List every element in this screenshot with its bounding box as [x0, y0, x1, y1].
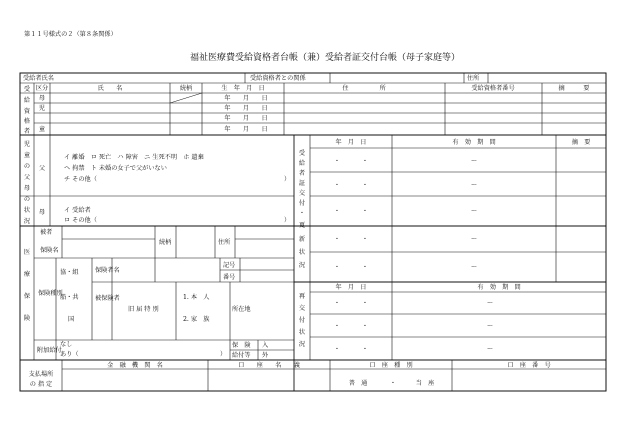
insured-suffix-label: 保険名 — [40, 247, 59, 254]
father-line-1: イ 離婚 ロ 死亡 ハ 障害 ニ 生死不明 ホ 遺棄 — [64, 154, 204, 161]
bank-label-line-1: 支払場所 — [28, 371, 54, 378]
grant-side-6: 付 — [298, 200, 306, 207]
grant-side-7: ・ — [298, 210, 306, 217]
out-label: 外 — [262, 352, 269, 359]
father-line-3: チ その他（ — [64, 176, 97, 183]
grant-side-11: 況 — [298, 262, 306, 269]
grant-side-1: 受 — [298, 150, 306, 157]
grant-side-8: 更 — [298, 222, 306, 229]
grant-side-2: 給 — [298, 160, 306, 167]
kyokai-label: 協・組 — [60, 269, 79, 276]
form-title: 福祉医療費受給資格者台帳（兼）受給者証交付台帳（母子家庭等） — [189, 53, 461, 63]
kuni-label: 国 — [68, 316, 75, 323]
fuka-label: 附加給付 — [37, 347, 62, 354]
birth-row-2: 年 月 日 — [224, 105, 268, 112]
reissue-row3-dot2: ・ — [361, 346, 369, 353]
ins-address-label: 住所 — [218, 239, 231, 246]
birth-row-4: 年 月 日 — [224, 126, 268, 133]
applicant-name-label: 受給者氏名 — [23, 75, 54, 82]
kigo-label: 記号 — [223, 262, 236, 269]
father-close-paren: ） — [284, 176, 291, 183]
grant-row4-dot1: ・ — [333, 236, 341, 243]
insured-label: 被者 — [40, 229, 53, 236]
account-name-header: 口 座 名 義 — [238, 362, 300, 369]
reissue-row2-tilde: ～ — [486, 323, 494, 330]
bank-label-line-2: の 指 定 — [29, 381, 53, 388]
account-type-dot: ・ — [389, 380, 397, 387]
parent-side-5: 母 — [23, 185, 31, 192]
name-header: 氏 名 — [97, 85, 123, 92]
table-lines — [20, 73, 606, 391]
reissue-date-header: 年 月 日 — [335, 284, 367, 291]
address-header: 住 所 — [342, 85, 386, 92]
grant-row1-tilde: ～ — [470, 158, 478, 165]
parent-side-6: の — [23, 196, 31, 203]
mother-line-2: ロ その他（ — [64, 217, 97, 224]
honnin-label: 1. 本 人 — [183, 294, 210, 301]
futsu-label: 普 通 — [348, 380, 368, 387]
in-label: 入 — [262, 342, 269, 349]
insurance-side-1: 医 — [23, 249, 31, 256]
grant-row4-tilde: ～ — [470, 236, 478, 243]
kazoku-label: 2. 家 族 — [183, 316, 210, 323]
reissue-row1-dot1: ・ — [333, 300, 341, 307]
grant-date-header: 年 月 日 — [335, 139, 367, 146]
insurance-side-2: 療 — [23, 271, 31, 278]
grant-row5-dot2: ・ — [361, 264, 369, 271]
father-label: 父 — [38, 165, 46, 172]
grant-row3-dot1: ・ — [333, 208, 341, 215]
nashi-label: なし — [60, 341, 73, 348]
grant-remarks-header: 摘 要 — [571, 139, 591, 146]
parent-side-3: の — [23, 163, 31, 170]
grant-row5-tilde: ～ — [470, 264, 478, 271]
ari-label: あり（ — [60, 351, 79, 358]
remarks-header: 摘 要 — [558, 85, 590, 92]
reissue-side-4: 状 — [298, 329, 306, 336]
account-number-header: 口 座 番 号 — [507, 362, 551, 369]
reissue-period-header: 有 効 期 間 — [477, 284, 521, 291]
reissue-side-1: 再 — [298, 293, 306, 300]
kubun-child: 児 — [38, 105, 46, 112]
grant-row2-dot1: ・ — [333, 182, 341, 189]
grant-side-5: 交 — [298, 190, 306, 197]
grant-row2-dot2: ・ — [361, 182, 369, 189]
reissue-row3-tilde: ～ — [486, 346, 494, 353]
funakyo-label: 船・共 — [60, 294, 79, 301]
grant-side-3: 者 — [298, 170, 306, 177]
grant-row1-dot1: ・ — [333, 158, 341, 165]
parent-side-8: 況 — [23, 218, 31, 225]
bango-label: 番号 — [223, 274, 236, 281]
grant-row1-dot2: ・ — [361, 158, 369, 165]
reissue-row2-dot2: ・ — [361, 323, 369, 330]
parent-side-4: 父 — [23, 174, 31, 181]
insurance-side-3: 保 — [23, 293, 31, 300]
reissue-row1-tilde: ～ — [486, 300, 494, 307]
hoken-ari-label: 保 険 — [232, 342, 251, 349]
father-line-2: ヘ 拘禁 ト 未婚の女子で父がいない — [64, 165, 167, 172]
kubun-header: 区分 — [35, 85, 49, 92]
grant-period-header: 有 効 期 間 — [452, 139, 496, 146]
grant-side-9: 新 — [298, 236, 306, 243]
reissue-row1-dot2: ・ — [361, 300, 369, 307]
family-side-4: 格 — [23, 118, 31, 125]
grant-side-10: 状 — [298, 249, 306, 256]
zoku-label: 続柄 — [159, 239, 172, 246]
parent-side-2: 童 — [23, 152, 31, 159]
grant-side-4: 証 — [298, 180, 306, 187]
parent-side-1: 児 — [23, 141, 31, 148]
mother-close-paren: ） — [284, 217, 291, 224]
form-number: 第１１号様式の２（第８条関係） — [24, 31, 117, 38]
reissue-side-2: 交 — [298, 305, 306, 312]
tokurei-label: 旧 届 特 別 — [128, 306, 159, 313]
family-side-3: 資 — [23, 108, 31, 115]
account-type-header: 口 座 種 別 — [369, 362, 413, 369]
touza-label: 当 座 — [415, 380, 435, 387]
reissue-row2-dot1: ・ — [333, 323, 341, 330]
insurance-side-4: 険 — [23, 315, 31, 322]
family-side-5: 者 — [23, 128, 31, 135]
number-header: 受給資格者番号 — [471, 85, 515, 92]
kubun-child-3: 童 — [38, 126, 46, 133]
hokensha-label: 保険者名 — [95, 267, 120, 274]
kind-label: 保険種別 — [38, 290, 63, 297]
kyufu-label: 給付等 — [232, 352, 251, 359]
family-side-2: 給 — [23, 97, 31, 104]
reissue-side-5: 況 — [298, 341, 306, 348]
mother-line-1: イ 受給者 — [64, 207, 91, 214]
grant-row3-tilde: ～ — [470, 208, 478, 215]
institution-header: 金 融 機 関 名 — [107, 362, 163, 369]
grant-row3-dot2: ・ — [361, 208, 369, 215]
zokugara-header: 続柄 — [179, 85, 193, 92]
mother-label: 母 — [38, 209, 46, 216]
parent-side-7: 状 — [23, 207, 31, 214]
kubun-mother: 母 — [38, 95, 46, 102]
grant-row5-dot1: ・ — [333, 264, 341, 271]
birth-row-1: 年 月 日 — [224, 95, 268, 102]
reissue-row3-dot1: ・ — [333, 346, 341, 353]
birth-header: 生 年 月 日 — [221, 85, 265, 92]
relation-label: 受給資格者との関係 — [250, 75, 306, 82]
ari-close-paren: ） — [220, 351, 227, 358]
reissue-side-3: 付 — [298, 317, 306, 324]
hi-label: 被保険者 — [95, 295, 120, 302]
grant-row2-tilde: ～ — [470, 182, 478, 189]
birth-row-3: 年 月 日 — [224, 115, 268, 122]
family-side-1: 受 — [23, 86, 31, 93]
grant-row4-dot2: ・ — [361, 236, 369, 243]
shozaichi-label: 所在地 — [232, 306, 251, 313]
address-label: 住所 — [467, 75, 480, 82]
